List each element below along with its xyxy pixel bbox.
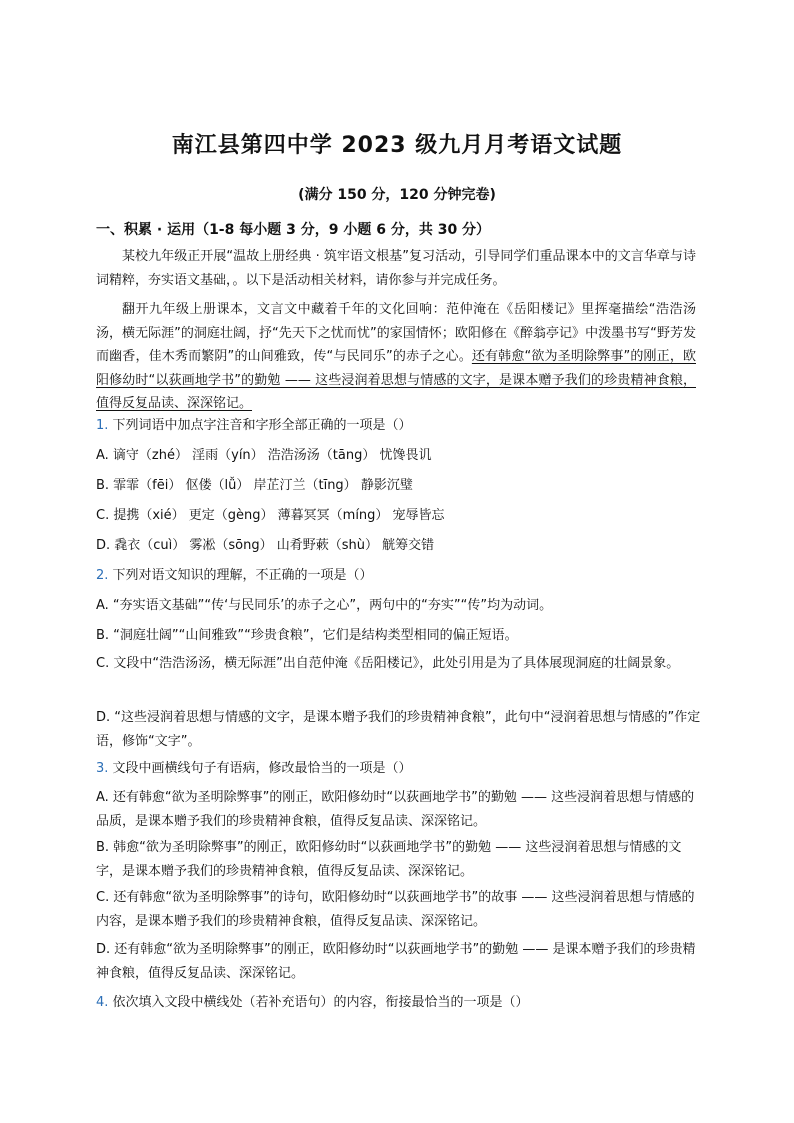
question-stem: 文段中画横线句子有语病，修改最恰当的一项是（）: [112, 761, 412, 776]
intro-paragraph: 某校九年级正开展“温故上册经典 · 筑牢语文根基”复习活动，引导同学们重品课本中的文言华章与诗词精粹，夯实语文基础，。以下是活动相关材料，请你参与并完成任务。: [96, 249, 696, 288]
option-a: A. 还有韩愈“欲为圣明除弊事”的刚正，欧阳修幼时“以荻画地学书”的勤勉 —— 这些浸润着思想与情感的品质，是课本赠予我们的珍贵精神食粮，值得反复品读、深深铭记。: [96, 790, 695, 829]
question-number: 1.: [96, 418, 109, 433]
question-4: [96, 991, 696, 1015]
question-3: [96, 757, 696, 781]
option-a: A. 谪守（zhé） 淫雨（yín） 浩浩汤汤（tāng） 忧馋畏讥: [96, 448, 432, 463]
option-c: C. 文段中“浩浩汤汤，横无际涯”出自范仲淹《岳阳楼记》，此处引用是为了具体展现洞庭的壮阔景象。: [96, 656, 680, 671]
question-stem: 下列词语中加点字注音和字形全部正确的一项是（）: [112, 418, 412, 433]
option-b: B. 霏霏（fēi） 伛偻（lǚ） 岸芷汀兰（tīng） 静影沉璧: [96, 478, 413, 493]
question-1: [96, 414, 696, 438]
question-stem: 依次填入文段中横线处（若补充语句）的内容，衔接最恰当的一项是（）: [112, 995, 529, 1010]
option-b: B. 韩愈“欲为圣明除弊事”的刚正，欧阳修幼时“以荻画地学书”的勤勉 —— 这些浸润着思想与情感的文字，是课本赠予我们的珍贵精神食粮，值得反复品读、深深铭记。: [96, 840, 682, 879]
option-d: D. “这些浸润着思想与情感的文字，是课本赠予我们的珍贵精神食粮”，此句中“浸润着思想与情感的”作定语，修饰“文字”。: [96, 710, 701, 749]
reading-passage: [96, 298, 696, 416]
question-number: 3.: [96, 761, 109, 776]
option-b: B. “洞庭壮阔”“山间雅致”“珍贵食粮”，它们是结构类型相同的偏正短语。: [96, 628, 518, 643]
option-d: D. 毳衣（cuì） 雾凇（sōng） 山肴野蔌（shù） 觥筹交错: [96, 538, 435, 553]
section-heading: 一、积累 · 运用（1-8 每小题 3 分，9 小题 6 分，共 30 分）: [96, 222, 491, 238]
option-a: A. “夯实语文基础”“传‘与民同乐’的赤子之心”，两句中的“夯实”“传”均为动词。: [96, 598, 553, 613]
underlined-sentence: 还有韩愈“欲为圣明除弊事”的刚正，欧阳修幼时“以荻画地学书”的勤勉 —— 这些浸润着思想与情感的文字，是课本赠予我们的珍贵精神食粮，值得反复品读、深深铭记。: [96, 349, 696, 411]
question-2: [96, 564, 696, 588]
option-c: C. 提携（xié） 更定（gèng） 薄暮冥冥（míng） 宠辱皆忘: [96, 508, 445, 523]
exam-info: (满分 150 分，120 分钟完卷): [298, 187, 496, 203]
question-number: 2.: [96, 568, 109, 583]
option-c: C. 还有韩愈“欲为圣明除弊事”的诗句，欧阳修幼时“以荻画地学书”的故事 —— 这些浸润着思想与情感的内容，是课本赠予我们的珍贵精神食粮，值得反复品读、深深铭记。: [96, 890, 695, 929]
page-title: 南江县第四中学 2023 级九月月考语文试题: [171, 133, 623, 158]
passage-text: 翻开九年级上册课本，文言文中藏着千年的文化回响：范仲淹在《岳阳楼记》里挥毫描绘“浩浩汤汤，横无际涯”的洞庭壮阔，抒“先天下之忧而忧”的家国情怀；欧阳修在《醉翁亭记》中泼墨书写“野芳发而幽香，佳木秀而繁阴”的山间雅致，传“与民同乐”的赤子之心。: [96, 302, 696, 364]
question-number: 4.: [96, 995, 109, 1010]
option-d: D. 还有韩愈“欲为圣明除弊事”的刚正，欧阳修幼时“以荻画地学书”的勤勉 —— 是课本赠予我们的珍贵精神食粮，值得反复品读、深深铭记。: [96, 942, 696, 981]
question-stem: 下列对语文知识的理解，不正确的一项是（）: [112, 568, 373, 583]
